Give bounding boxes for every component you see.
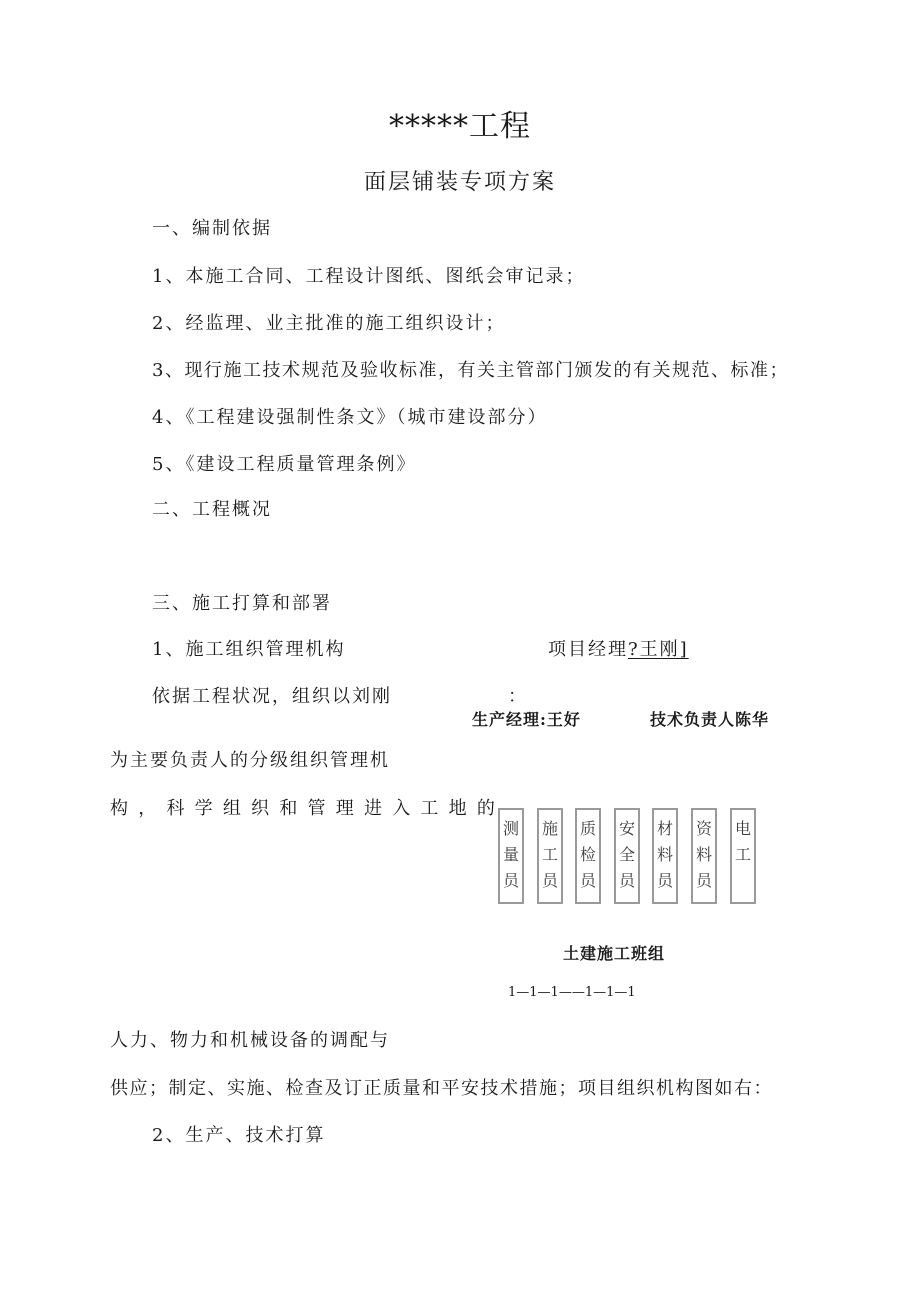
box-char: 量 [502,845,519,864]
org-box-documents-officer [691,808,717,904]
basis-item-1: 1、本施工合同、工程设计图纸、图纸会审记录； [152,266,586,287]
box-char: 安 [618,819,635,838]
document-title: *****工程 [389,109,531,144]
box-char: 料 [656,845,673,864]
section-heading-deployment: 三、施工打算和部署 [152,593,332,614]
line3-char: 构 [110,798,128,819]
org-box-safety-officer [614,808,640,904]
line3-char: 的 [476,798,495,819]
project-manager-name: ?王刚] [628,639,689,660]
basis-item-3: 3、现行施工技术规范及验收标准，有关主管部门颁发的有关规范、标准； [152,360,789,381]
org-paragraph-line-2: 为主要负责人的分级组织管理机 [110,750,390,771]
box-char: 测 [502,819,519,838]
box-char: 工 [734,845,751,864]
line3-char: 组 [222,798,241,819]
box-char: 员 [579,871,596,890]
section-heading-overview: 二、工程概况 [152,499,272,520]
org-box-electrician [730,808,756,904]
civil-team-label: 土建施工班组 [563,944,666,963]
project-manager [548,641,689,659]
box-char: 资 [695,819,712,838]
line3-char: 科 [166,798,185,819]
org-connector-line: 1—1—1——1—1—1 [508,985,636,1000]
line3-char: 管 [307,798,326,819]
org-box-materials-officer [652,808,678,904]
box-char: 员 [618,871,635,890]
box-char: 员 [656,871,673,890]
basis-item-2: 2、经监理、业主批准的施工组织设计； [152,313,506,334]
project-manager-label: 项目经理 [548,639,628,660]
org-paragraph-line-1: 依据工程状况，组织以刘刚 [152,686,392,707]
basis-item-4: 4、《工程建设强制性条文》（城市建设部分） [152,407,548,428]
org-box-surveyor [498,808,524,904]
basis-item-5: 5、《建设工程质量管理条例》 [152,454,417,475]
line3-char: 学 [194,798,213,819]
box-char: 检 [579,845,596,864]
box-char: 质 [579,819,596,838]
box-char: 施 [541,819,558,838]
line3-char: 工 [420,798,439,819]
box-char: 材 [656,819,673,838]
line3-char: 入 [392,798,411,819]
org-box-quality-inspector [575,808,601,904]
production-manager: 生产经理:王好 [472,710,581,729]
line3-char: 进 [363,798,382,819]
org-paragraph-line-5: 供应；制定、实施、检查及订正质量和平安技术措施；项目组织机构图如右： [110,1078,773,1099]
org-colon: ： [508,686,528,707]
line3-char: 地 [448,798,467,819]
sub-heading-org-structure: 1、施工组织管理机构 [152,639,346,660]
box-char: 员 [502,871,519,890]
box-char: 员 [541,871,558,890]
document-subtitle: 面层铺装专项方案 [363,170,556,195]
org-paragraph-line-3 [110,800,495,818]
box-char: 料 [695,845,712,864]
org-box-construction-staff [537,808,563,904]
sub-heading-production-technical: 2、生产、技术打算 [152,1125,326,1146]
line3-char: 和 [279,798,298,819]
line3-char: ， [138,798,157,819]
line3-char: 织 [251,798,270,819]
technical-lead: 技术负责人陈华 [650,710,770,729]
line3-char: 理 [335,798,354,819]
box-char: 电 [734,819,751,838]
box-char: 员 [695,871,712,890]
section-heading-basis: 一、编制依据 [152,218,272,239]
box-char: 工 [541,845,558,864]
box-char: 全 [618,845,635,864]
org-paragraph-line-4: 人力、物力和机械设备的调配与 [110,1030,390,1051]
